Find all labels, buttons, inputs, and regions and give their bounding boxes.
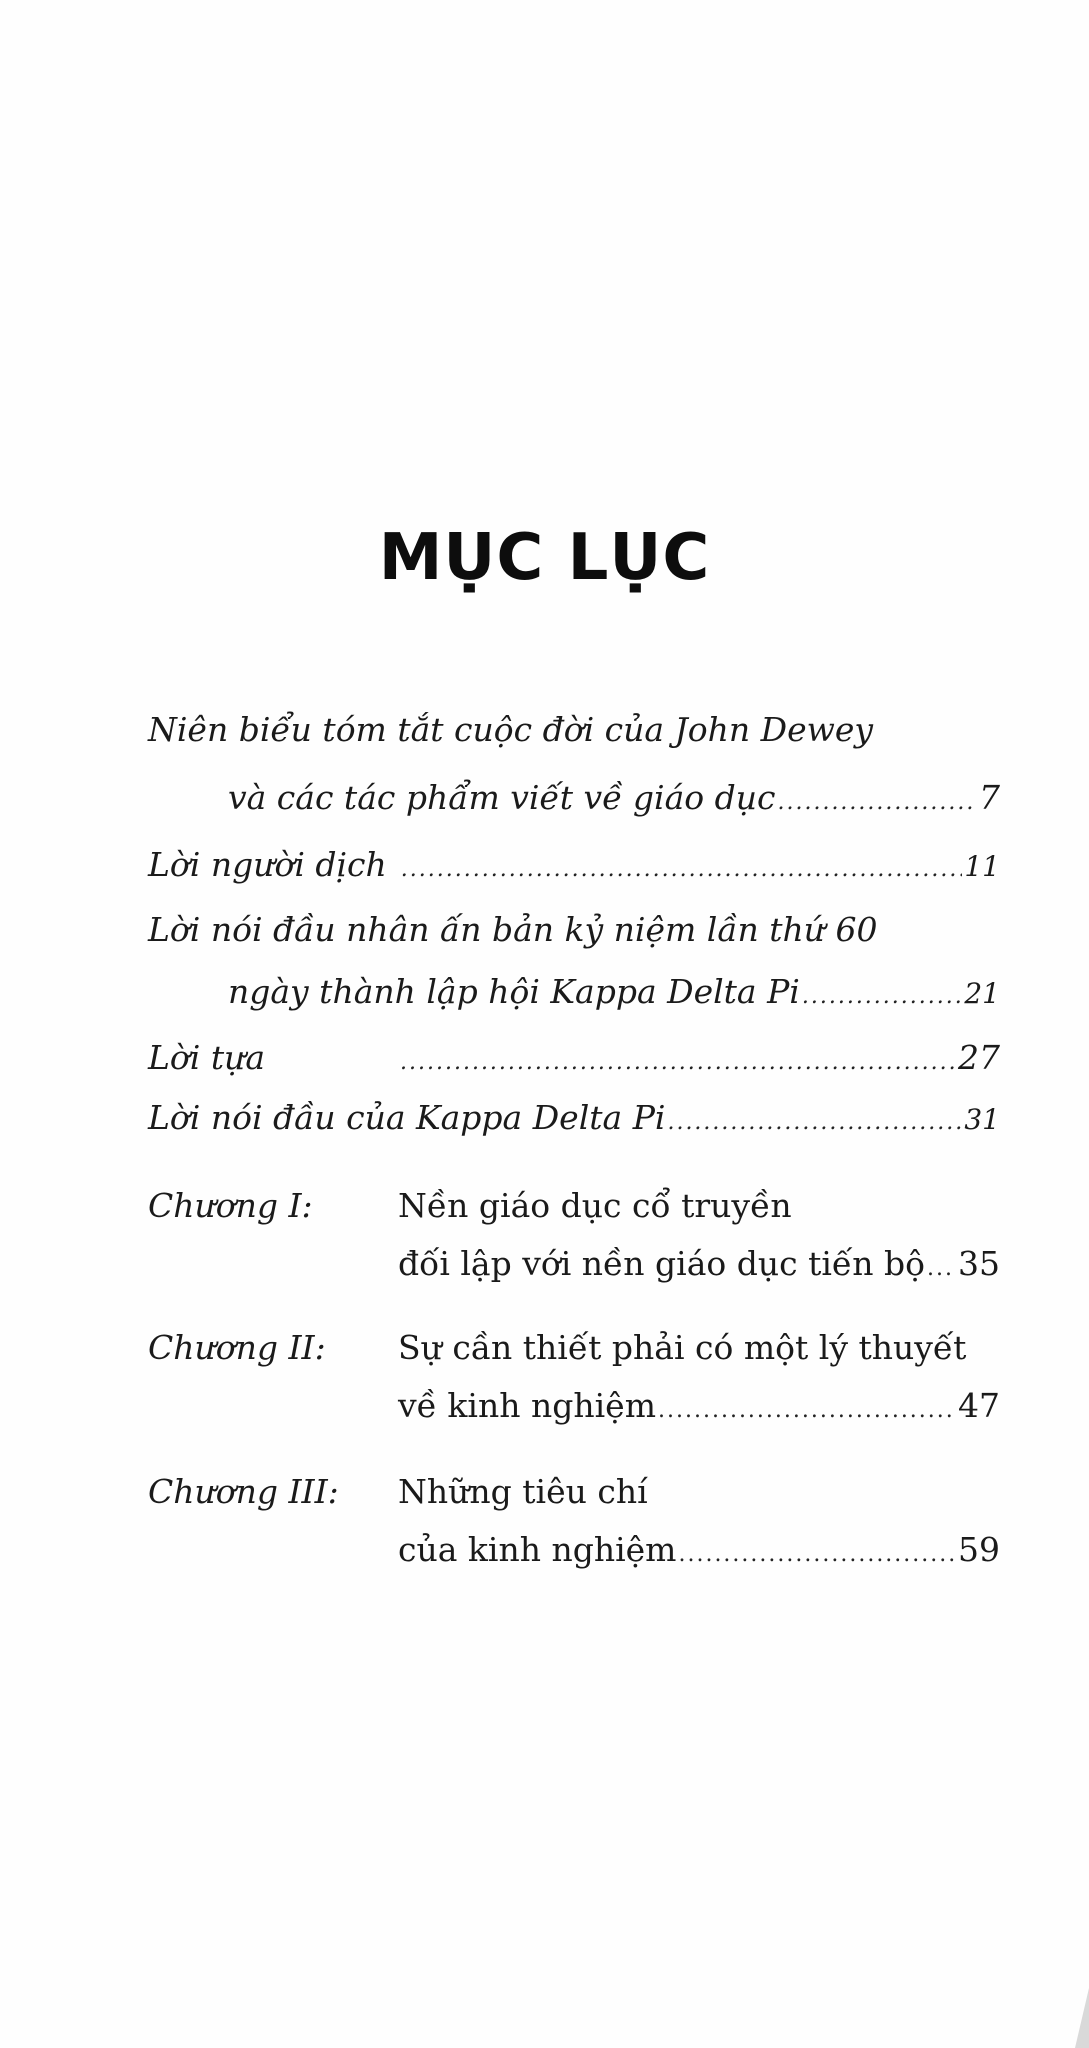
chapter-title-line: Sự cần thiết phải có một lý thuyết — [398, 1328, 967, 1367]
chapter-title-line: đối lập với nền giáo dục tiến bộ — [398, 1244, 925, 1283]
chapter-label: Chương I: — [148, 1186, 313, 1225]
toc-entry-title-line: Niên biểu tóm tắt cuộc đời của John Dewey — [148, 710, 874, 749]
toc-entry[interactable] — [148, 710, 1000, 820]
toc-page-number: 11 — [964, 850, 1000, 883]
toc-page-number: 35 — [958, 1244, 1000, 1283]
toc-page-number: 31 — [964, 1103, 1000, 1136]
toc-entry[interactable] — [148, 1038, 1000, 1078]
page-title: MỤC LỤC — [378, 520, 711, 595]
dot-leader — [678, 1535, 956, 1575]
toc-entry-title-line: Lời người dịch — [148, 845, 387, 884]
dot-leader — [401, 850, 963, 890]
toc-entry[interactable] — [148, 910, 1000, 1020]
toc-chapter-entry[interactable] — [148, 1328, 1000, 1438]
toc-page-number: 47 — [958, 1386, 1000, 1425]
toc-page-number: 7 — [979, 778, 1000, 817]
toc-page-number: 59 — [958, 1530, 1000, 1569]
toc-entry-title-line: ngày thành lập hội Kappa Delta Pi — [228, 972, 800, 1011]
dot-leader — [400, 1043, 956, 1083]
toc-page-number: 21 — [964, 977, 1000, 1010]
dot-leader — [927, 1249, 956, 1289]
toc-chapter-entry[interactable] — [148, 1186, 1000, 1296]
chapter-title-line: Những tiêu chí — [398, 1472, 648, 1511]
toc-entry-title-line: Lời nói đầu nhân ấn bản kỷ niệm lần thứ 60 — [148, 910, 878, 949]
dot-leader — [777, 783, 977, 823]
chapter-label: Chương III: — [148, 1472, 339, 1511]
chapter-title-line: về kinh nghiệm — [398, 1386, 656, 1425]
chapter-title-line: Nền giáo dục cổ truyền — [398, 1186, 792, 1225]
dot-leader — [667, 1103, 962, 1143]
toc-entry-title-line: Lời nói đầu của Kappa Delta Pi — [148, 1098, 666, 1137]
toc-page-number: 27 — [958, 1038, 1000, 1077]
dot-leader — [658, 1391, 956, 1431]
toc-entry[interactable] — [148, 845, 1000, 885]
dot-leader — [802, 977, 963, 1017]
page-corner-shadow — [1075, 1988, 1089, 2048]
toc-entry-title-line: và các tác phẩm viết về giáo dục — [228, 778, 776, 817]
toc-chapter-entry[interactable] — [148, 1472, 1000, 1582]
toc-entry[interactable] — [148, 1098, 1000, 1138]
toc-entry-title-line: Lời tựa — [148, 1038, 266, 1077]
chapter-label: Chương II: — [148, 1328, 326, 1367]
chapter-title-line: của kinh nghiệm — [398, 1530, 677, 1569]
